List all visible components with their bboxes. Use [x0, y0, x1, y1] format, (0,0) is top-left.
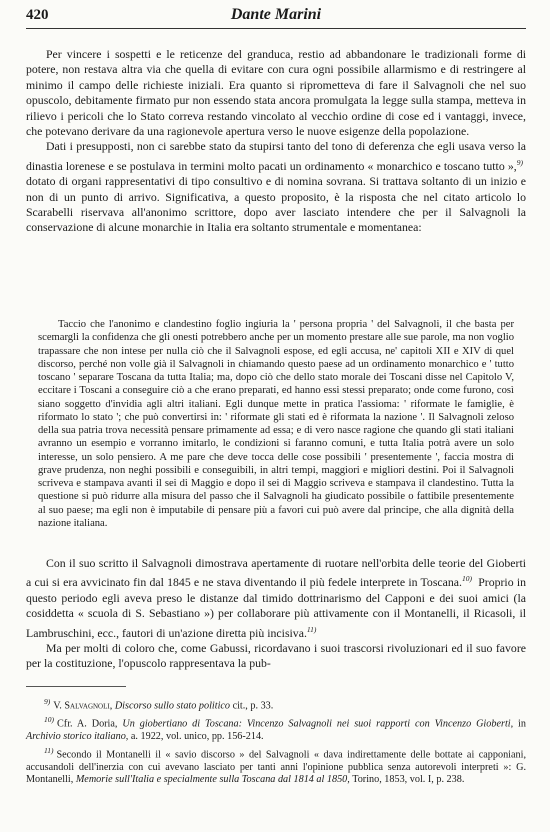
footnote-ref: 9): [516, 157, 523, 167]
footnote-text: in: [513, 718, 526, 730]
page-number: 420: [26, 7, 49, 23]
footnote-ref: 11): [306, 624, 317, 634]
footnote-number: 9): [44, 697, 51, 706]
footnote-ref: 10): [461, 574, 472, 584]
footnote-divider: [26, 686, 126, 687]
footnote-text: cit., p. 33.: [230, 700, 274, 712]
footnote-title: Un giobertiano di Toscana: Vincenzo Salvagnoli nei suoi rapporti con Vincenzo Gioberti,: [122, 718, 514, 730]
paragraph: Ma per molti di coloro che, come Gabussi, ricordavano i suoi trascorsi rivoluzionari ed il suo favore per la costituzione, l'opuscolo rappresentava la pub-: [26, 640, 526, 671]
footnote-text: Secondo il Montanelli il « savio discorso » del Salvagnoli « dava indirettamente delle bottate ai capponiani, accusandoli dell'inerzia con cui avevano lasciato per tanti anni l'opinione pubblica senza autorevoli interpreti »: G. Montanelli,: [26, 748, 526, 786]
footnote-text: a. 1922, vol. unico, pp. 156-214.: [128, 730, 264, 742]
footnote-11: [26, 745, 526, 787]
footnote-journal: Archivio storico italiano,: [26, 730, 129, 742]
footnote-title: Memorie sull'Italia e specialmente sulla Toscana dal 1814 al 1850,: [75, 774, 350, 786]
page-header: [26, 6, 526, 29]
paragraph: [26, 139, 526, 235]
running-title: Dante Marini: [230, 6, 322, 23]
block-quote: [38, 318, 514, 530]
paragraph-text: Con il suo scritto il Salvagnoli dimostrava apertamente di ruotare nell'orbita delle teorie del Gioberti a cui si era avvicinato fin dal 1845 e ne stava diventando il più fedele interprete in Toscana.: [26, 556, 526, 590]
footnote-text: Torino, 1853, vol. I, p. 238.: [349, 774, 465, 786]
footnote-number: 10): [44, 714, 54, 724]
footnote-author: Cfr. A. Doria,: [57, 718, 118, 730]
footnotes: [26, 696, 526, 788]
footnote-number: 11): [44, 745, 54, 755]
paragraph: [26, 556, 526, 641]
quote-text: Taccio che l'anonimo e clandestino foglio ingiuria la ' persona propria ' del Salvagnoli, il che basta per scemargli la confidenza che gli onesti potrebbero anche per un momento prestare alle sue parole, ma non voglio trapassare che non intese per nulla ciò che il Salvagnoli espose, ed egli accusa, ne' capitoli XII e XIV di quel discorso, perché non volle già il Salvagnoli in chiamando questo paese ad un ordinamento monarchico e ' tutto toscano ' separare Toscana da tutta Italia; ma, dopo ciò che dello stato morale dei Toscani disse nel Capitolo V, eccitare i Toscani a conseguire ciò a che erano preparati, ed hanno essi stessi preparato; onde come furono, così siano soggetto d'invidia agli altri italiani. Egli dunque mette in pratica l'assioma: ' riformate le famiglie, è riformato lo stato '; che può convertirsi in: ' riformate gli stati ed è riformata la nazione '. Il Salvagnoli zeloso della sua patria trova necessità pensare primamente ad essa; e di vero nasce ragione che quando gli stati italiani avranno un esempio e vorranno imitarlo, le condizioni si faranno comuni, e tutta Italia potrà avere un solo interesse, un solo pensiero. A me pare che deve tocca delle cose possibili ' presentemente ', faccia mostra di grave prudenza, non neghi possibili e conseguibili, in altri tempi, maggiori e migliori destini. Poi il Salvagnoli scriveva e stampava avanti il sei di Maggio e dopo il sei di Maggio scriveva e stampava il clandestino. Tutta la questione si può ridurre alla misura del passo che il Salvagnoli ha giudicato possibile o fattibile presentemente al suo paese; ma egli non è imputabile di pensare più a favori cui può avere dal principe, che alla dignità della nazione italiana.: [38, 319, 514, 529]
footnote-title: Discorso sullo stato politico: [114, 700, 231, 712]
footnote-10: [26, 714, 526, 744]
footnote-author: V. Salvagnoli,: [53, 700, 113, 712]
paragraph-text: Dati i presupposti, non ci sarebbe stato da stupirsi tanto del tono di deferenza che egli usava verso la dinastia lorenese e se postulava in termini molto pacati un ordinamento « monarchico e toscano tutto »,: [26, 139, 526, 173]
paragraph-text: dotato di organi rappresentativi di tipo consultivo e di nomina sovrana. Si trattava soltanto di un inizio e non di un punto di arrivo. Significativa, a questo proposito, è la risposta che nel citato articolo lo Scarabelli riservava all'anonimo scrittore, dopo aver lasciato intendere che per il Salvagnoli la conservazione di alcune monarchie in Italia era soltanto strumentale e momentanea:: [26, 174, 526, 235]
paragraph: Per vincere i sospetti e le reticenze del granduca, restio ad abbandonare le tradizionali forme di potere, non restava altra via che quella di evitare con cura ogni possibile allarmismo e di restringere al minimo il campo delle richieste iniziali. Era quanto si riprometteva di fare il Salvagnoli che nel suo opuscolo, debitamente firmato pur non essendo stata ancora promulgata la legge sulla stampa, metteva in rilievo i pericoli che lo Stato correva restando vincolato al vecchio ordine di cose ed i vantaggi, invece, che potevano derivare da una ragionevole apertura verso le nuove esigenze della popolazione.: [26, 47, 526, 139]
paragraph-text: Proprio in questo periodo egli aveva preso le distanze dal timido dottrinarismo del Capponi e dei suoi amici (la cosiddetta « scuola di S. Sebastiano ») per collaborare più attivamente con il Montanelli, il Ricasoli, il Lambruschini, ecc., fautori di un'azione diretta più incisiva.: [26, 575, 526, 640]
main-text-continued: [26, 556, 526, 672]
footnote-9: [26, 696, 526, 713]
main-text: [26, 47, 526, 236]
